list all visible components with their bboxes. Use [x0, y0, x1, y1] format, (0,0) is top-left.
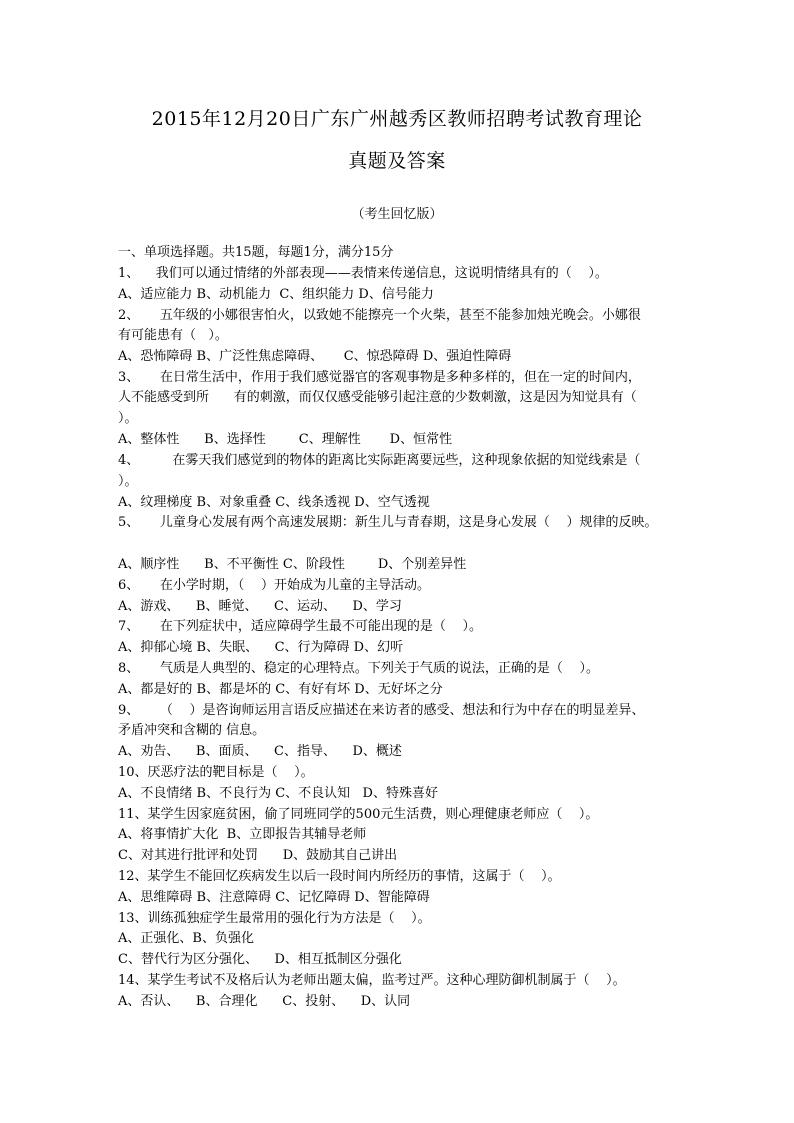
- question-12: 12、某学生不能回忆疾病发生以后一段时间内所经历的事情，这属于（ ）。: [118, 869, 561, 884]
- options-7: A、抑郁心境 B、失眠、 C、行为障碍 D、幻听: [118, 640, 404, 655]
- question-2: 2、 五年级的小娜很害怕火，以致她不能擦亮一个火柴，甚至不能参加烛光晚会。小娜很: [118, 308, 641, 323]
- options-13a: A、正强化、B、负强化: [118, 931, 254, 946]
- options-10: A、不良情绪 B、不良行为 C、不良认知 D、特殊喜好: [118, 786, 438, 801]
- question-3-cont2: ）。: [118, 411, 138, 426]
- question-9-cont: 矛盾冲突和含糊的 信息。: [118, 723, 266, 738]
- options-5: A、顺序性 B、不平衡性 C、阶段性 D、个别差异性: [118, 557, 467, 572]
- question-14: 14、某学生考试不及格后认为老师出题太偏，监考过严。这种心理防御机制属于（ ）。: [118, 973, 626, 988]
- question-9: 9、 （ ）是咨询师运用言语反应描述在来访者的感受、想法和行为中存在的明显差异、: [118, 703, 645, 718]
- question-5: 5、 儿童身心发展有两个高速发展期：新生儿与青春期，这是身心发展（ ）规律的反映。: [118, 515, 658, 530]
- question-11: 11、某学生因家庭贫困，偷了同班同学的500元生活费，则心理健康老师应（ ）。: [118, 807, 599, 822]
- options-11a: A、将事情扩大化 B、立即报告其辅导老师: [118, 827, 367, 842]
- question-10: 10、厌恶疗法的靶目标是（ ）。: [118, 765, 314, 780]
- document-subtitle: （考生回忆版）: [351, 207, 443, 222]
- question-3: 3、 在日常生活中，作用于我们感觉器官的客观事物是多种多样的，但在一定的时间内，: [118, 370, 641, 385]
- options-11b: C、对其进行批评和处罚 D、鼓励其自己讲出: [118, 848, 398, 863]
- document-title-line2: 真题及答案: [348, 150, 446, 172]
- question-8: 8、 气质是人典型的、稳定的心理特点。下列关于气质的说法，正确的是（ ）。: [118, 661, 599, 676]
- options-8: A、都是好的 B、都是坏的 C、有好有坏 D、无好坏之分: [118, 682, 443, 697]
- options-13b: C、替代行为区分强化、 D、相互抵制区分强化: [118, 952, 402, 967]
- options-9: A、劝告、 B、面质、 C、指导、 D、概述: [118, 744, 402, 759]
- options-4: A、纹理梯度 B、对象重叠 C、线条透视 D、空气透视: [118, 495, 430, 510]
- question-13: 13、训练孤独症学生最常用的强化行为方法是（ ）。: [118, 911, 431, 926]
- options-14: A、否认、 B、合理化 C、投射、 D、认同: [118, 994, 411, 1009]
- section-heading: 一、单项选择题。共15题，每题1分，满分15分: [118, 245, 394, 260]
- question-7: 7、 在下列症状中，适应障碍学生最不可能出现的是（ ）。: [118, 619, 482, 634]
- question-3-cont: 人不能感受到所 有的刺激，而仅仅感受能够引起注意的少数刺激，这是因为知觉具有（: [118, 390, 637, 405]
- question-4-cont: ）。: [118, 474, 138, 489]
- options-6: A、游戏、 B、睡觉、 C、运动、 D、学习: [118, 599, 402, 614]
- question-6: 6、 在小学时期，（ ）开始成为儿童的主导活动。: [118, 578, 430, 593]
- options-1: A、适应能力 B、动机能力 C、组织能力 D、信号能力: [118, 287, 434, 302]
- options-2: A、恐怖障碍 B、广泛性焦虑障碍、 C、惊恐障碍 D、强迫性障碍: [118, 349, 512, 364]
- question-1: 1、 我们可以通过情绪的外部表现——表情来传递信息，这说明情绪具有的（ ）。: [118, 266, 608, 281]
- options-3: A、整体性 B、选择性 C、理解性 D、恒常性: [118, 432, 453, 447]
- options-12: A、思维障碍 B、注意障碍 C、记忆障碍 D、智能障碍: [118, 890, 430, 905]
- question-4: 4、 在雾天我们感觉到的物体的距离比实际距离要远些，这种现象依据的知觉线索是（: [118, 453, 641, 468]
- question-2-cont: 有可能患有（ ）。: [118, 328, 228, 343]
- document-title-line1: 2015年12月20日广东广州越秀区教师招聘考试教育理论: [151, 108, 643, 130]
